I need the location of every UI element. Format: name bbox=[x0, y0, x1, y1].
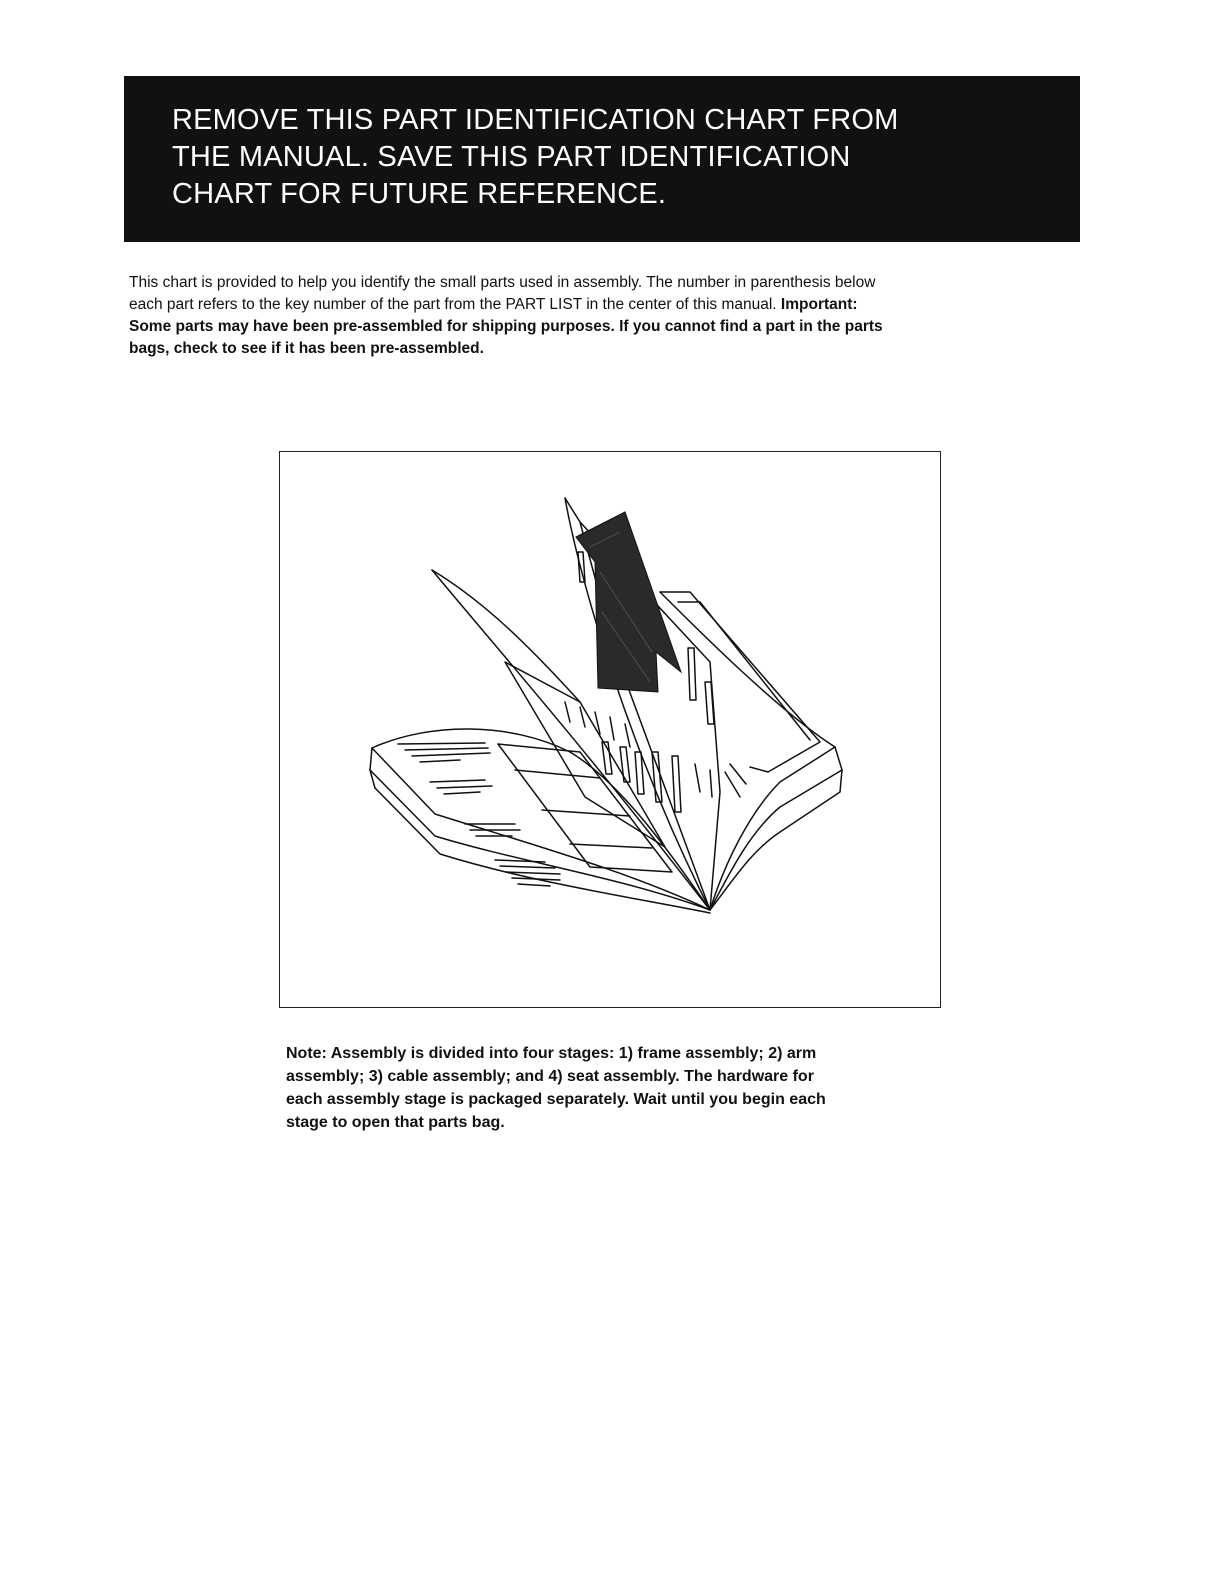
warning-banner bbox=[124, 76, 1080, 242]
intro-line-3 bbox=[129, 316, 1069, 338]
note-line-1: Note: Assembly is divided into four stages: 1) frame assembly; 2) arm bbox=[286, 1045, 817, 1062]
manual-illustration-frame bbox=[279, 451, 941, 1008]
important-label: Important: bbox=[780, 296, 858, 313]
intro-paragraph bbox=[129, 272, 1069, 360]
intro-line-1: This chart is provided to help you identify the small parts used in assembly. The number in parenthesis below bbox=[129, 274, 876, 291]
banner-line-2: THE MANUAL. SAVE THIS PART IDENTIFICATION bbox=[172, 141, 851, 173]
intro-warning-text-2: bags, check to see if it has been pre-assembled. bbox=[129, 340, 484, 357]
assembly-note bbox=[286, 1042, 966, 1134]
intro-line-2-text: each part refers to the key number of the part from the PART LIST in the center of this manual. bbox=[129, 296, 781, 313]
intro-line-4 bbox=[129, 338, 1069, 360]
intro-warning-text-1: Some parts may have been pre-assembled for shipping purposes. If you cannot find a part in the parts bbox=[129, 318, 883, 335]
manual-pull-out-icon bbox=[280, 452, 942, 1009]
banner-line-3: CHART FOR FUTURE REFERENCE. bbox=[172, 178, 667, 210]
banner-line-1: REMOVE THIS PART IDENTIFICATION CHART FROM bbox=[172, 104, 899, 136]
intro-line-2 bbox=[129, 294, 1069, 316]
note-line-2: assembly; 3) cable assembly; and 4) seat assembly. The hardware for bbox=[286, 1068, 814, 1085]
note-line-3: each assembly stage is packaged separately. Wait until you begin each bbox=[286, 1091, 826, 1108]
note-line-4: stage to open that parts bag. bbox=[286, 1114, 505, 1131]
